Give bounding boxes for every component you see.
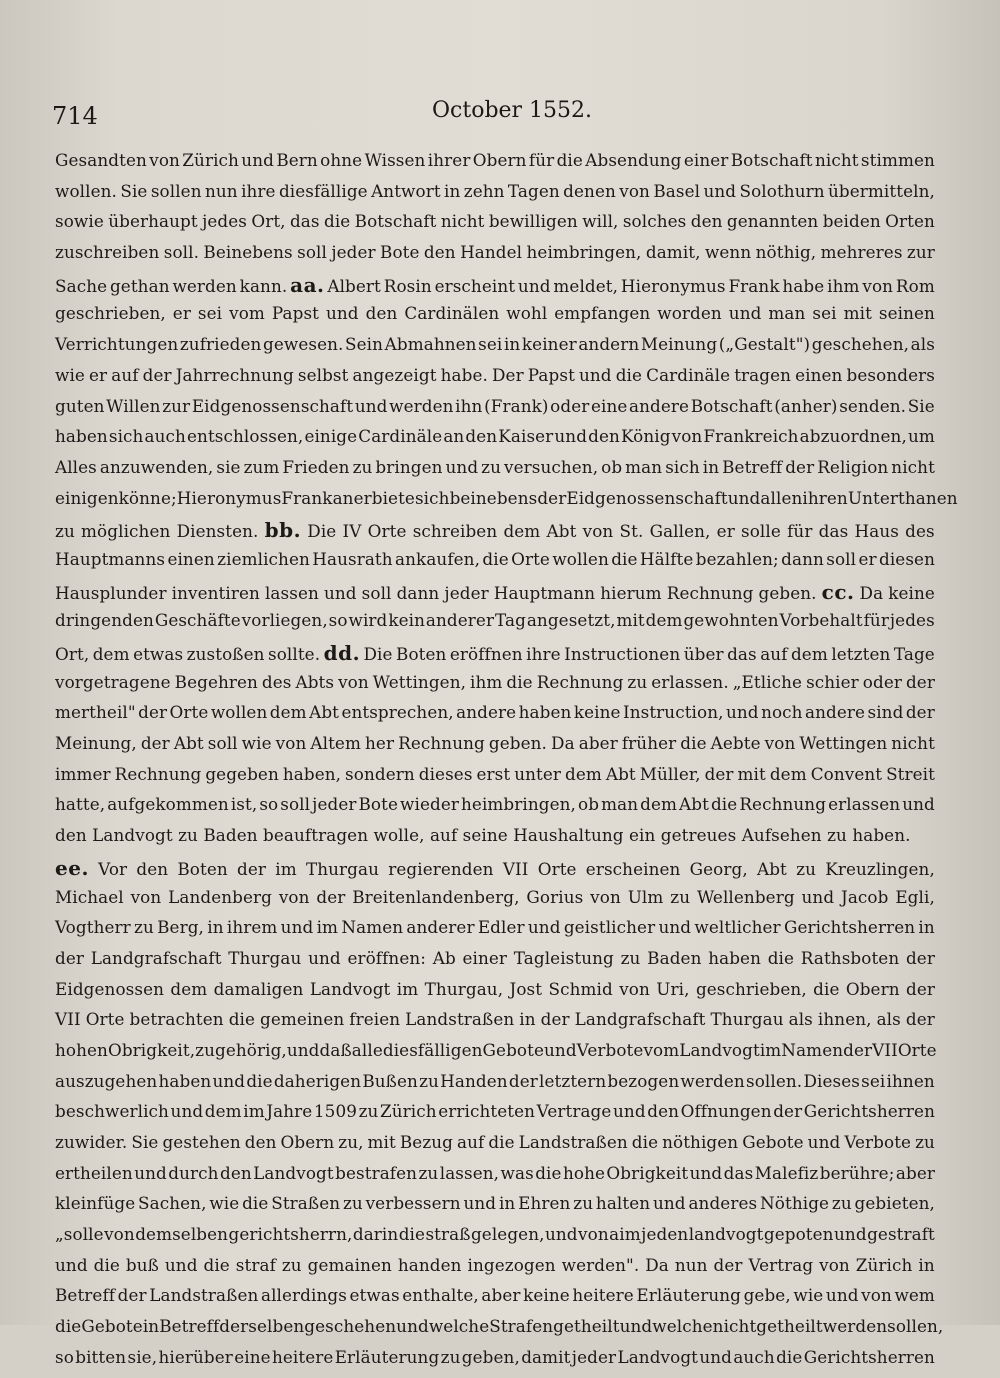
page-number: 714	[52, 102, 98, 130]
text-line: Gesandten von Zürich und Bern ohne Wissen ihrer Obern für die Absendung einer Botschaft nicht stimmen	[55, 150, 935, 170]
text-line: hohen Obrigkeit, zugehörig, und daß alle diesfälligen Gebote und Verbote vom Landvogt im Namen der VII Orte	[55, 1039, 937, 1060]
text-line: mertheil" der Orte wollen dem Abt entsprechen, andere haben keine Instruction, und noch andere sind der	[55, 702, 935, 723]
text-line: wie er auf der Jahrrechnung selbst angezeigt habe. Der Papst und die Cardinäle tragen einen besonders	[55, 364, 935, 385]
text-line: guten Willen zur Eidgenossenschaft und werden ihn (Frank) oder eine andere Botschaft (anher) senden. Sie	[55, 395, 935, 416]
text-line: dringenden Geschäfte vorliegen, so wird kein anderer Tag angesetzt, mit dem gewohnten Vorbehalt für jedes	[55, 610, 935, 631]
text-line: immer Rechnung gegeben haben, sondern dieses erst unter dem Abt Müller, der mit dem Convent Streit	[55, 763, 935, 784]
text-line: einigen könne; Hieronymus Frank anerbiete sich beinebens der Eidgenossenschaft und allen ihren Unterthanen	[55, 487, 958, 508]
text-line: Verrichtungen zufrieden gewesen. Sein Abmahnen sei in keiner andern Meinung („Gestalt") geschehen, als	[55, 334, 935, 355]
text-line: beschwerlich und dem im Jahre 1509 zu Zürich errichteten Vertrage und den Offnungen der Gerichtsherren	[55, 1101, 935, 1122]
text-line: Betreff der Landstraßen allerdings etwas enthalte, aber keine heitere Erläuterung gebe, wie und von wem	[55, 1285, 935, 1306]
body-text	[55, 150, 958, 1378]
text-line: auszugehen haben und die daherigen Bußen zu Handen der letztern bezogen werden sollen. Dieses sei ihnen	[55, 1070, 935, 1091]
text-line: „solle von demselben gerichtsherrn, darin die straß gelegen, und von aim jeden landvogt gepoten und gestraft	[55, 1224, 935, 1245]
running-title: October 1552.	[432, 98, 593, 123]
text-line: hatte, aufgekommen ist, so soll jeder Bote wieder heimbringen, ob man dem Abt die Rechnung erlassen und	[55, 794, 935, 815]
text-line: VII Orte betrachten die gemeinen freien Landstraßen in der Landgrafschaft Thurgau als ihnen, als der	[55, 1009, 935, 1030]
text-line: Alles anzuwenden, sie zum Frieden zu bringen und zu versuchen, ob man sich in Betreff der Religion nicht	[55, 456, 935, 477]
text-line: Vogtherr zu Berg, in ihrem und im Namen anderer Edler und geistlicher und weltlicher Gerichtsherren in	[55, 917, 935, 938]
text-line: kleinfüge Sachen, wie die Straßen zu verbessern und in Ehren zu halten und anderes Nöthige zu gebieten,	[55, 1193, 935, 1214]
text-line: haben sich auch entschlossen, einige Cardinäle an den Kaiser und den König von Frankreich abzuordnen, um	[55, 426, 935, 447]
text-line: Hauptmanns einen ziemlichen Hausrath ankaufen, die Orte wollen die Hälfte bezahlen; dann soll er diesen	[55, 548, 935, 569]
text-line: ertheilen und durch den Landvogt bestrafen zu lassen, was die hohe Obrigkeit und das Malefiz berühre; aber	[55, 1162, 935, 1183]
text-line: Eidgenossen dem damaligen Landvogt im Thurgau, Jost Schmid von Uri, geschrieben, die Obern der	[55, 978, 935, 999]
text-line: wollen. Sie sollen nun ihre diesfällige Antwort in zehn Tagen denen von Basel und Solothurn übermitteln,	[55, 180, 935, 201]
text-line: Ort, dem etwas zustoßen sollte. dd. Die Boten eröffnen ihre Instructionen über das auf dem letzten Tage	[55, 641, 935, 665]
text-line: sowie überhaupt jedes Ort, das die Botschaft nicht bewilligen will, solches den genannten beiden Orten	[55, 211, 935, 232]
text-line: ee. Vor den Boten der im Thurgau regierenden VII Orte erscheinen Georg, Abt zu Kreuzlingen,	[55, 855, 935, 880]
text-line: Meinung, der Abt soll wie von Altem her Rechnung geben. Da aber früher die Aebte von Wettingen nicht	[55, 733, 935, 754]
text-line: Michael von Landenberg von der Breitenlandenberg, Gorius von Ulm zu Wellenberg und Jacob Egli,	[55, 886, 935, 907]
text-line: zu möglichen Diensten. bb. Die IV Orte schreiben dem Abt von St. Gallen, er solle für das Haus des	[55, 518, 935, 543]
text-line: zuwider. Sie gestehen den Obern zu, mit Bezug auf die Landstraßen die nöthigen Gebote und Verbote zu	[55, 1132, 935, 1152]
page-header	[52, 98, 940, 132]
text-line: den Landvogt zu Baden beauftragen wolle, auf seine Haushaltung ein getreues Aufsehen zu haben.	[55, 825, 911, 846]
text-line: Hausplunder inventiren lassen und soll dann jeder Hauptmann hierum Rechnung geben. cc. Da keine	[55, 579, 935, 604]
text-line: geschrieben, er sei vom Papst und den Cardinälen wohl empfangen worden und man sei mit seinen	[55, 303, 935, 324]
text-line: so bitten sie, hierüber eine heitere Erläuterung zu geben, damit jeder Landvogt und auch die Gerichtsherren	[55, 1346, 935, 1367]
text-line: zuschreiben soll. Beinebens soll jeder Bote den Handel heimbringen, damit, wenn nöthig, mehreres zur	[55, 242, 935, 263]
text-line: der Landgrafschaft Thurgau und eröffnen: Ab einer Tagleistung zu Baden haben die Rathsboten der	[55, 947, 935, 968]
text-line: Sache gethan werden kann. aa. Albert Rosin erscheint und meldet, Hieronymus Frank habe ihm von Rom	[55, 272, 935, 297]
text-line: die Gebote in Betreff derselben geschehen und welche Strafen getheilt und welche nicht getheilt werden sollen,	[55, 1316, 944, 1337]
text-line: und die buß und die straf zu gemainen handen ingezogen werden". Da nun der Vertrag von Zürich in	[55, 1254, 935, 1275]
text-line: vorgetragene Begehren des Abts von Wettingen, ihm die Rechnung zu erlassen. „Etliche schier oder der	[55, 671, 935, 692]
